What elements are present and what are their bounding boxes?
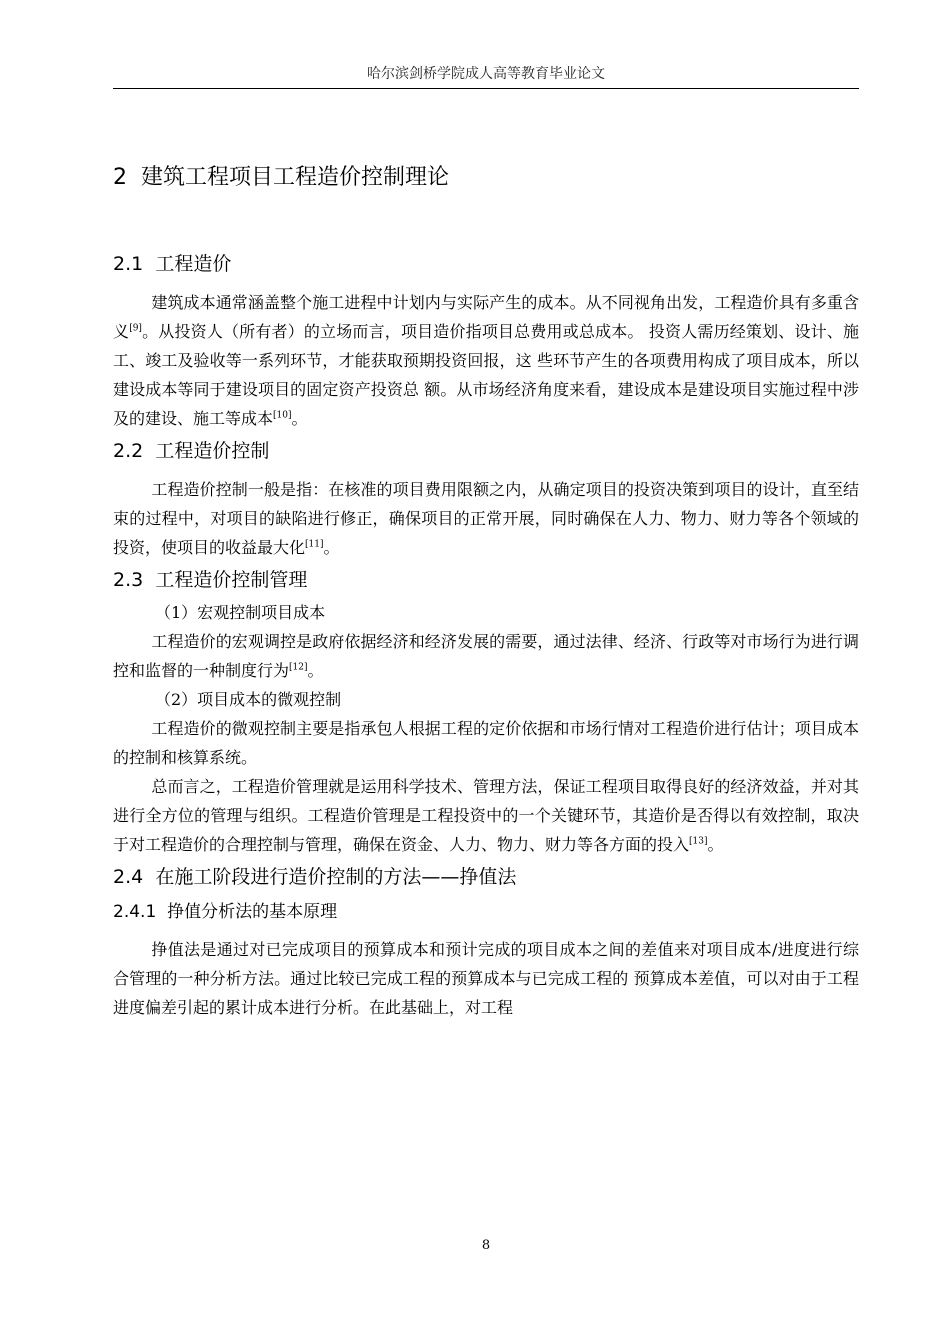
chapter-number: 2 bbox=[113, 165, 127, 190]
running-header: 哈尔滨剑桥学院成人高等教育毕业论文 bbox=[367, 66, 605, 82]
section-number: 2.4 bbox=[113, 866, 144, 888]
paragraph-2-1: 建筑成本通常涵盖整个施工进程中计划内与实际产生的成本。从不同视角出发，工程造价具有多重含义[9]。从投资人（所有者）的立场而言，项目造价指项目总费用或总成本。 投资人需历经策划、设计、施工、竣工及验收等一系列环节，才能获取预期投资回报，这 些环节产生的各项费用构成了项目成本，所以建设成本等同于建设项目的固定资产投资总 额。从市场经济角度来看，建设成本是建设项目实施过程中涉及的建设、施工等成本[10]。 bbox=[113, 293, 859, 428]
chapter-title: 建筑工程项目工程造价控制理论 bbox=[141, 165, 450, 190]
section-number: 2.3 bbox=[113, 569, 144, 591]
citation: [11] bbox=[305, 539, 324, 550]
subsection-heading-2-4-1 bbox=[113, 895, 859, 929]
citation: [13] bbox=[689, 836, 708, 847]
section-title: 工程造价控制管理 bbox=[155, 569, 308, 591]
section-heading-2-4 bbox=[113, 859, 859, 895]
section-number: 2.2 bbox=[113, 440, 144, 462]
section-heading-2-3 bbox=[113, 562, 859, 598]
page-body bbox=[113, 158, 859, 1022]
page-number: 8 bbox=[481, 1238, 491, 1253]
section-title: 工程造价控制 bbox=[155, 440, 270, 462]
list-item-micro-control: （2）项目成本的微观控制 bbox=[155, 690, 342, 709]
paragraph-2-4-1: 挣值法是通过对已完成项目的预算成本和预计完成的项目成本之间的差值来对项目成本/进度进行综合管理的一种分析方法。通过比较已完成工程的预算成本与已完成工程的 预算成本差值，可以对由于工程进度偏差引起的累计成本进行分析。在此基础上，对工程 bbox=[113, 940, 859, 1017]
section-title: 在施工阶段进行造价控制的方法——挣值法 bbox=[155, 866, 517, 888]
paragraph-2-2: 工程造价控制一般是指：在核准的项目费用限额之内，从确定项目的投资决策到项目的设计，直至结束的过程中，对项目的缺陷进行修正，确保项目的正常开展，同时确保在人力、物力、财力等各个领域的投资，使项目的收益最大化[11]。 bbox=[113, 480, 859, 557]
citation: [12] bbox=[289, 662, 308, 673]
section-heading-2-1 bbox=[113, 246, 859, 282]
section-title: 工程造价 bbox=[155, 253, 232, 275]
section-number: 2.1 bbox=[113, 253, 144, 275]
paragraph-micro-control: 工程造价的微观控制主要是指承包人根据工程的定价依据和市场行情对工程造价进行估计；项目成本的控制和核算系统。 bbox=[113, 719, 859, 767]
paragraph-macro-control: 工程造价的宏观调控是政府依据经济和经济发展的需要，通过法律、经济、行政等对市场行为进行调控和监督的一种制度行为[12]。 bbox=[113, 632, 859, 680]
subsection-title: 挣值分析法的基本原理 bbox=[167, 902, 338, 922]
section-heading-2-2 bbox=[113, 433, 859, 469]
paragraph-summary: 总而言之，工程造价管理就是运用科学技术、管理方法，保证工程项目取得良好的经济效益，并对其进行全方位的管理与组织。工程造价管理是工程投资中的一个关键环节，其造价是否得以有效控制，取决于对工程造价的合理控制与管理，确保在资金、人力、物力、财力等各方面的投入[13]。 bbox=[113, 777, 859, 854]
citation: [9] bbox=[129, 323, 142, 334]
header-divider bbox=[113, 88, 859, 89]
citation: [10] bbox=[273, 410, 292, 421]
chapter-heading bbox=[113, 158, 859, 198]
subsection-number: 2.4.1 bbox=[113, 902, 157, 922]
list-item-macro-control: （1）宏观控制项目成本 bbox=[155, 603, 326, 622]
